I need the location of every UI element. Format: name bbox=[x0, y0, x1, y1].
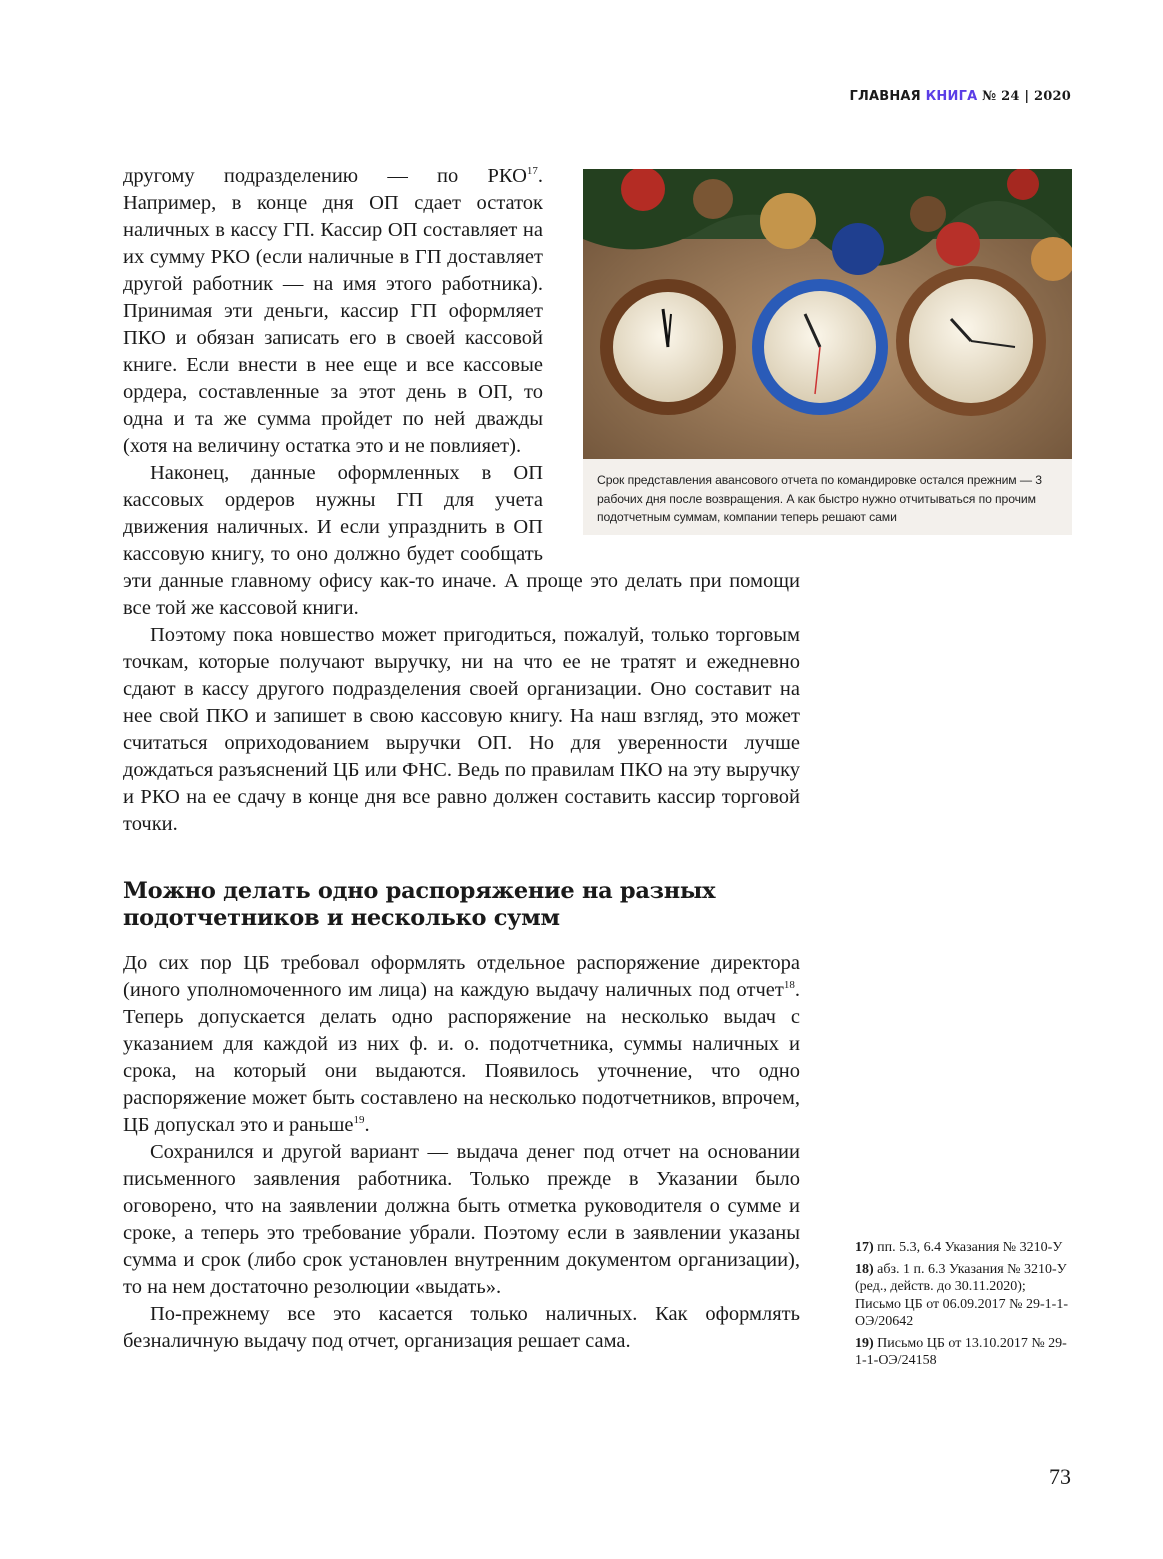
paragraph: По-прежнему все это касается только наличных. Как оформлять безналичную выдачу под отчет, организация решает сама. bbox=[123, 1303, 800, 1352]
section-heading: Можно делать одно распоряжение на разных подотчетников и несколько сумм bbox=[123, 878, 716, 931]
footnote: 17) пп. 5.3, 6.4 Указания № 3210-У bbox=[855, 1240, 1063, 1255]
footnote-ref[interactable]: 18 bbox=[783, 979, 795, 991]
issue-number: № 24 | 2020 bbox=[982, 89, 1071, 104]
clock-middle bbox=[752, 279, 888, 415]
magazine-name: ГЛАВНАЯ bbox=[849, 89, 921, 104]
paragraph: Наконец, данные оформленных в ОП кассовых ордеров нужны ГП для учета движения наличных. И если упразднить в ОП кассовую книгу, то оно должно будет сообщать эти данные главному офису как-то иначе. А проще это делать при помощи все той же кассовой книги. bbox=[123, 462, 800, 619]
paragraph: Сохранился и другой вариант — выдача денег под отчет на основании письменного заявления работника. Только прежде в Указании было оговорено, что на заявлении должна быть отметка руководителя о сумме и сроке, а теперь это требование убрали. Поэтому если в заявлении указаны сумма и срок (либо срок установлен внутренним документом организации), то на нем достаточно резолюции «выдать». bbox=[123, 1141, 800, 1298]
running-header bbox=[849, 89, 1071, 104]
footnote: 19) Письмо ЦБ от 13.10.2017 № 29-1-1-ОЭ/24158 bbox=[855, 1335, 1067, 1368]
footnote-ref[interactable]: 17 bbox=[526, 165, 538, 177]
clock-right bbox=[896, 266, 1046, 416]
figure-caption: Срок представления авансового отчета по командировке остался прежним — 3 рабочих дня после возвращения. А как быстро нужно отчитываться по прочим подотчетным суммам, компании теперь решают сами bbox=[583, 459, 1072, 535]
clock-left bbox=[600, 279, 736, 415]
page-number: 73 bbox=[1049, 1464, 1071, 1489]
footnotes bbox=[855, 1239, 1075, 1374]
footnote: 18) абз. 1 п. 6.3 Указания № 3210-У (ред., действ. до 30.11.2020); Письмо ЦБ от 06.09.2017 № 29-1-1-ОЭ/20642 bbox=[855, 1261, 1068, 1329]
figure bbox=[583, 169, 1072, 535]
paragraph: Поэтому пока новшество может пригодиться, пожалуй, только торговым точкам, которые получают выручку, ни на что ее не тратят и ежедневно сдают в кассу другого подразделения своей организации. Оно составит на нее свой ПКО и запишет в свою кассовую книгу. На наш взгляд, это может считаться оприходованием выручки ОП. Но для уверенности лучше дождаться разъяснений ЦБ или ФНС. Ведь по правилам ПКО на эту выручку и РКО на ее сдачу в конце дня все равно должен составить кассир торговой точки. bbox=[123, 624, 800, 835]
footnote-ref[interactable]: 19 bbox=[353, 1114, 365, 1126]
paragraph: другому подразделению — по РКО$^{17}$. Например, в конце дня ОП сдает остаток наличных в кассу ГП. Кассир ОП составляет на их сумму РКО (если наличные в ГП доставляет другой работник — на имя этого работника). Принимая эти деньги, кассир ГП оформляет ПКО и обязан записать его в своей кассовой книге. Если внести в нее еще и все кассовые ордера, составленные за этот день в ОП, то одна и та же сумма пройдет по ней дважды (хотя на величину остатка это и не повлияет). bbox=[123, 165, 543, 457]
clocks-photo bbox=[583, 169, 1072, 459]
paragraph: До сих пор ЦБ требовал оформлять отдельное распоряжение директора (иного уполномоченного им лица) на каждую выдачу наличных под отчет$^{18}$. Теперь допускается делать одно распоряжение на несколько выдач с указанием для каждой из них ф. и. о. подотчетника, суммы наличных и срока, на который они выдаются. Появилось уточнение, что одно распоряжение может быть составлено на несколько подотчетников, впрочем, ЦБ допускал это и раньше$^{19}$. bbox=[123, 952, 800, 1136]
magazine-name-accent: КНИГА bbox=[925, 89, 978, 104]
